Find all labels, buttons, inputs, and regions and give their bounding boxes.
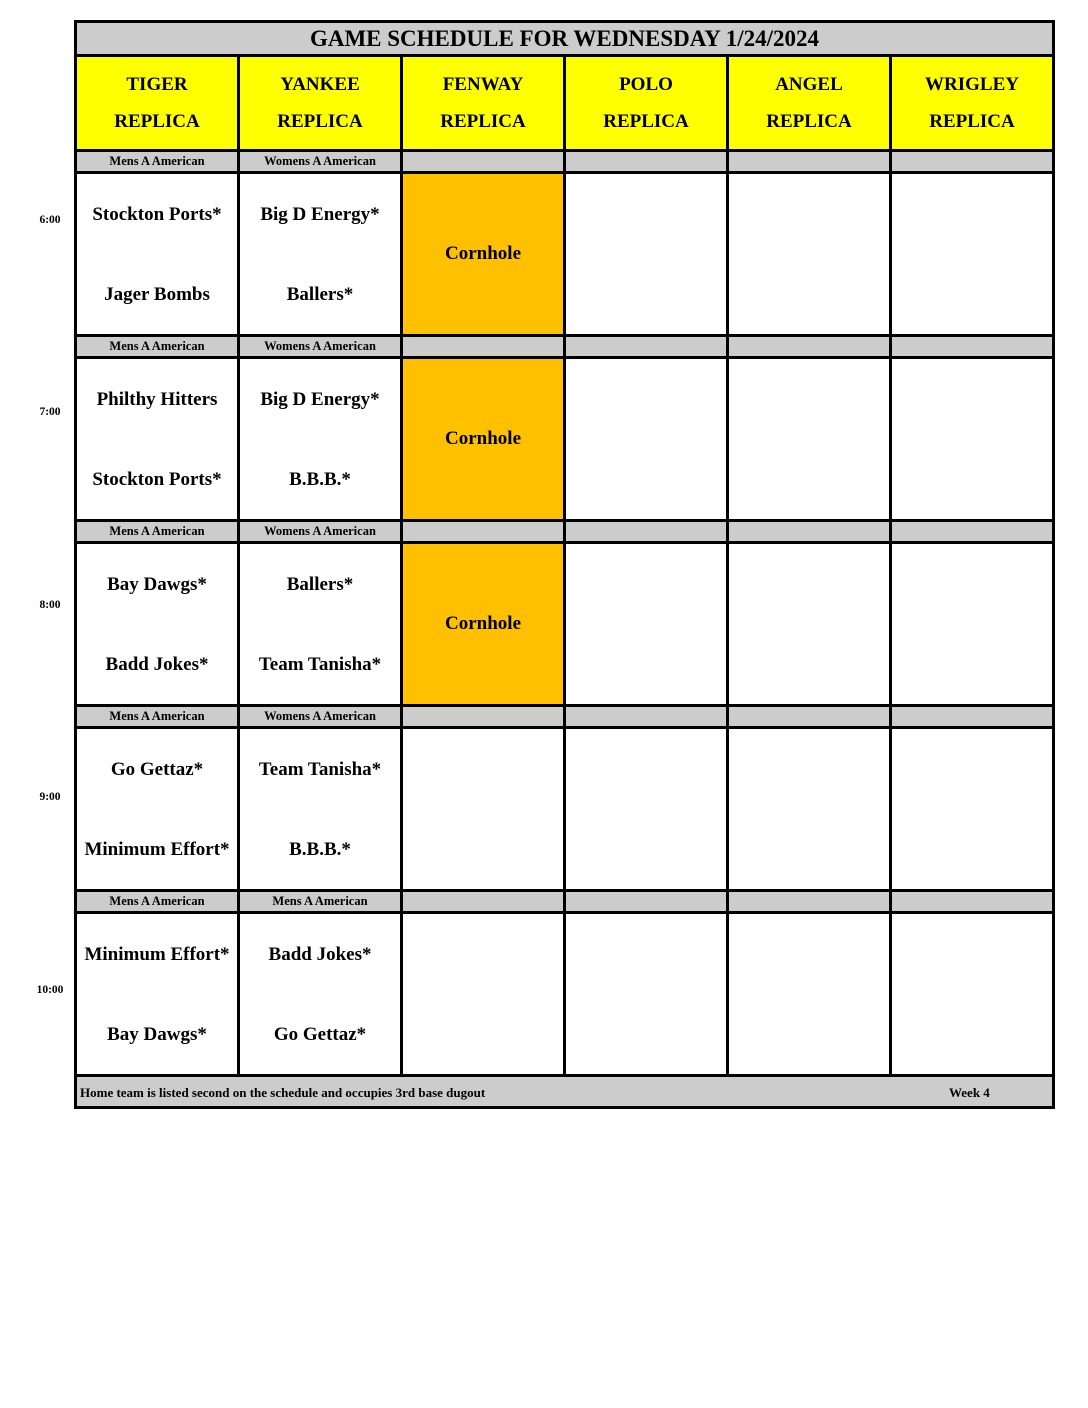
division-label [565,336,728,358]
field-header-fenway [402,56,565,151]
division-label [402,336,565,358]
field-header-angel [728,56,891,151]
division-label [891,151,1054,173]
division-label [565,706,728,728]
away-team: Big D Energy* [260,388,380,410]
home-team: Minimum Effort* [84,838,230,860]
game-row [76,913,1054,1076]
division-label [891,891,1054,913]
division-label: Womens A American [239,151,402,173]
cornhole-cell: Cornhole [402,543,565,706]
empty-game-cell [891,728,1054,891]
home-team: Ballers* [286,283,354,305]
field-header-tiger [76,56,239,151]
game-row [76,173,1054,336]
division-label [728,891,891,913]
field-name: FENWAY [442,74,524,95]
field-subtitle: REPLICA [766,111,852,132]
matchup-cell [76,543,239,706]
field-subtitle: REPLICA [114,111,200,132]
division-label [565,151,728,173]
game-row [76,358,1054,521]
schedule-title: GAME SCHEDULE FOR WEDNESDAY 1/24/2024 [76,22,1054,56]
home-team: B.B.B.* [289,838,351,860]
division-label [565,891,728,913]
matchup-cell [239,543,402,706]
division-row [76,521,1054,543]
division-label [402,706,565,728]
division-label: Mens A American [76,151,239,173]
division-label: Mens A American [76,521,239,543]
footer-row [76,1076,1054,1108]
field-subtitle: REPLICA [277,111,363,132]
home-team-note: Home team is listed second on the schedule and occupies 3rd base dugout [80,1085,486,1100]
division-label [565,521,728,543]
empty-game-cell [565,913,728,1076]
empty-game-cell [891,358,1054,521]
matchup-cell [76,913,239,1076]
field-header-polo [565,56,728,151]
empty-game-cell [728,173,891,336]
game-row [76,728,1054,891]
field-name: WRIGLEY [925,74,1019,95]
division-label [728,706,891,728]
matchup-cell [239,358,402,521]
division-label [728,336,891,358]
empty-game-cell [402,913,565,1076]
home-team: Stockton Ports* [92,468,222,490]
division-row [76,336,1054,358]
away-team: Go Gettaz* [110,758,204,780]
away-team: Bay Dawgs* [107,573,207,595]
matchup-cell [76,728,239,891]
matchup-cell [76,173,239,336]
away-team: Ballers* [286,573,354,595]
away-team: Big D Energy* [260,203,380,225]
division-label: Mens A American [76,891,239,913]
game-row [76,543,1054,706]
division-row [76,706,1054,728]
division-label: Womens A American [239,521,402,543]
empty-game-cell [565,173,728,336]
empty-game-cell [728,913,891,1076]
home-team: Team Tanisha* [258,653,382,675]
field-name: POLO [619,74,673,95]
division-label [728,521,891,543]
home-team: Badd Jokes* [105,653,209,675]
division-row [76,151,1054,173]
division-label [402,521,565,543]
matchup-cell [76,358,239,521]
field-subtitle: REPLICA [603,111,689,132]
cornhole-cell: Cornhole [402,173,565,336]
division-label [402,151,565,173]
empty-game-cell [565,358,728,521]
empty-game-cell [891,543,1054,706]
title-row [76,22,1054,56]
division-label: Mens A American [239,891,402,913]
matchup-cell [239,173,402,336]
empty-game-cell [891,913,1054,1076]
empty-game-cell [402,728,565,891]
cornhole-cell: Cornhole [402,358,565,521]
home-team: B.B.B.* [289,468,351,490]
division-label [891,336,1054,358]
home-team: Go Gettaz* [273,1023,367,1045]
field-name: TIGER [126,74,188,95]
field-header-yankee [239,56,402,151]
away-team: Minimum Effort* [84,943,230,965]
field-subtitle: REPLICA [440,111,526,132]
home-team: Bay Dawgs* [107,1023,207,1045]
field-header-wrigley [891,56,1054,151]
empty-game-cell [728,358,891,521]
time-label: 7:00 [39,406,61,418]
empty-game-cell [728,728,891,891]
division-label [891,706,1054,728]
time-label: 10:00 [36,984,64,996]
division-label: Womens A American [239,706,402,728]
field-subtitle: REPLICA [929,111,1015,132]
division-label: Womens A American [239,336,402,358]
field-name: ANGEL [775,74,843,95]
empty-game-cell [565,728,728,891]
time-label: 9:00 [39,791,61,803]
empty-game-cell [891,173,1054,336]
division-row [76,891,1054,913]
field-header-row [76,56,1054,151]
footer-cell [76,1076,1054,1108]
away-team: Badd Jokes* [268,943,372,965]
empty-game-cell [728,543,891,706]
home-team: Jager Bombs [104,283,210,305]
division-label [891,521,1054,543]
away-team: Team Tanisha* [258,758,382,780]
field-name: YANKEE [280,74,360,95]
time-label: 8:00 [39,599,61,611]
empty-game-cell [565,543,728,706]
matchup-cell [239,913,402,1076]
matchup-cell [239,728,402,891]
schedule-table [74,20,1055,1109]
time-label: 6:00 [39,214,61,226]
away-team: Philthy Hitters [96,388,218,410]
week-label: Week 4 [949,1085,990,1100]
away-team: Stockton Ports* [92,203,222,225]
division-label [402,891,565,913]
division-label: Mens A American [76,706,239,728]
division-label: Mens A American [76,336,239,358]
division-label [728,151,891,173]
